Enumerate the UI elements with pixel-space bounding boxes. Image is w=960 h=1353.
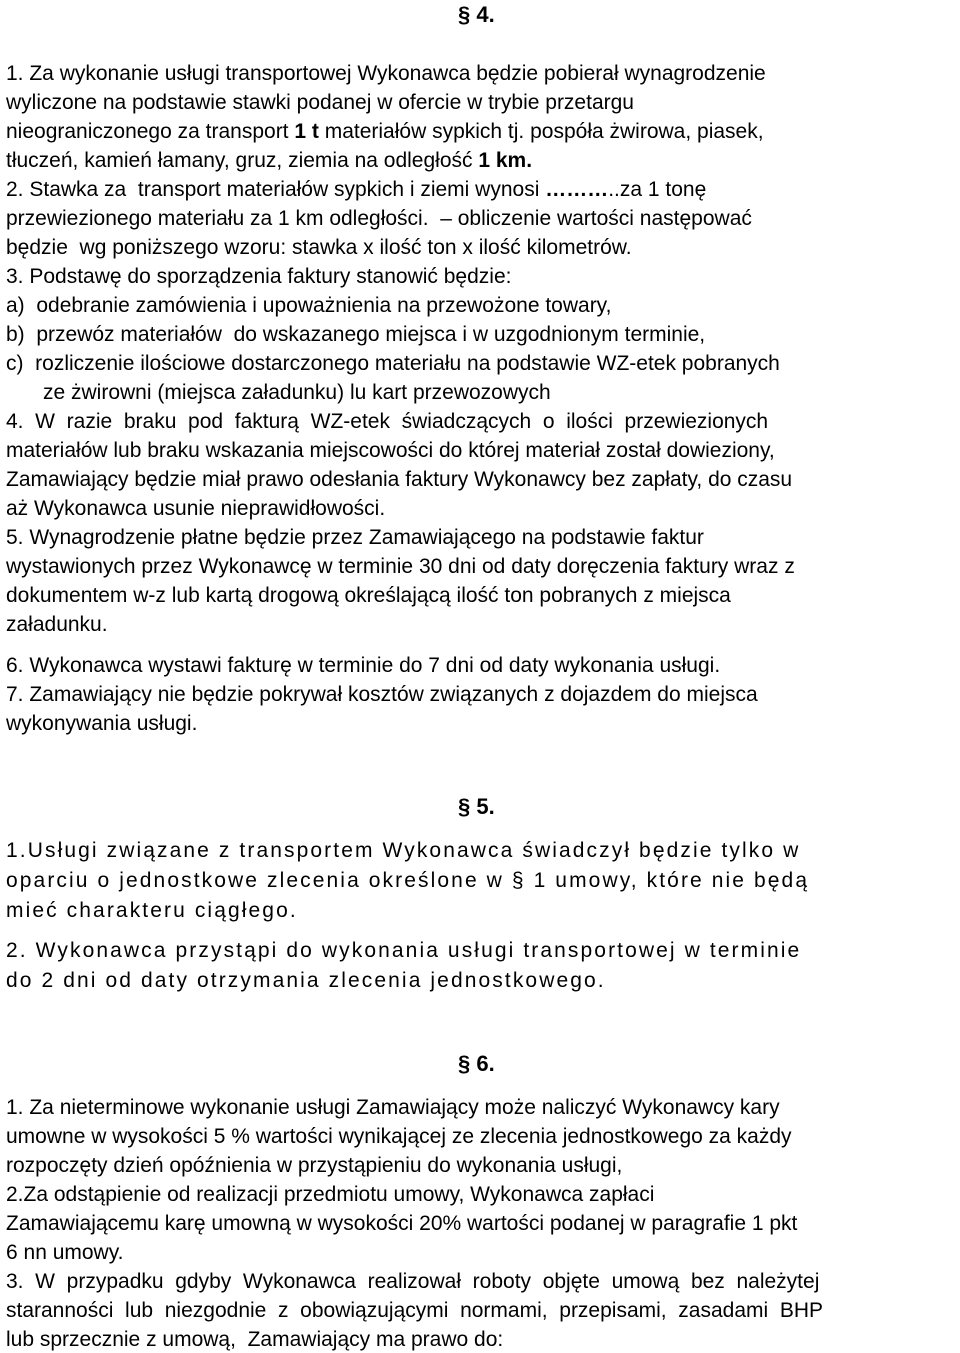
s4-p3-item-c-line2: ze żwirowni (miejsca załadunku) lu kart przewozowych — [43, 381, 551, 404]
s6-p3-line1: 3. W przypadku gdyby Wykonawca realizował roboty objęte umową bez należytej — [6, 1270, 820, 1293]
s4-p3-item-c-line1: c) rozliczenie ilościowe dostarczonego materiału na podstawie WZ-etek pobranych — [6, 352, 780, 375]
s4-p5-line4: załadunku. — [6, 613, 108, 636]
s4-p1-line2: wyliczone na podstawie stawki podanej w ofercie w trybie przetargu — [6, 91, 634, 114]
s4-p4-line1: 4. W razie braku pod fakturą WZ-etek świadczących o ilości przewiezionych — [6, 410, 769, 433]
section-6-heading: § 6. — [458, 1051, 495, 1076]
s5-p1-line2: oparciu o jednostkowe zlecenia określone w § 1 umowy, które nie będą — [6, 869, 810, 892]
s4-p2-line1: 2. Stawka za transport materiałów sypkich i ziemi wynosi ………..za 1 tonę — [6, 178, 707, 201]
s4-p1-line3: nieograniczonego za transport 1 t materiałów sypkich tj. pospóła żwirowa, piasek, — [6, 120, 764, 143]
s6-p3-line2: staranności lub niezgodnie z obowiązującymi normami, przepisami, zasadami BHP — [6, 1299, 824, 1322]
section-5-heading: § 5. — [458, 794, 495, 819]
s6-p1-line2: umowne w wysokości 5 % wartości wynikającej ze zlecenia jednostkowego za każdy — [6, 1125, 792, 1148]
s4-p3-intro: 3. Podstawę do sporządzenia faktury stanowić będzie: — [6, 265, 512, 288]
s6-p2-line2: Zamawiającemu karę umowną w wysokości 20% wartości podanej w paragrafie 1 pkt — [6, 1212, 798, 1235]
s4-p2-line3: będzie wg poniższego wzoru: stawka x ilość ton x ilość kilometrów. — [6, 236, 632, 259]
s6-p2-line3: 6 nn umowy. — [6, 1241, 124, 1264]
s4-p6: 6. Wykonawca wystawi fakturę w terminie do 7 dni od daty wykonania usługi. — [6, 654, 721, 677]
s6-p3-line3: lub sprzecznie z umową, Zamawiający ma prawo do: — [6, 1328, 504, 1351]
s6-p1-line3: rozpoczęty dzień opóźnienia w przystąpieniu do wykonania usługi, — [6, 1154, 623, 1177]
s5-p2-line1: 2. Wykonawca przystąpi do wykonania usługi transportowej w terminie — [6, 939, 802, 962]
s4-p4-line2: materiałów lub braku wskazania miejscowości do której materiał został dowieziony, — [6, 439, 775, 462]
s4-p3-item-a: a) odebranie zamówienia i upoważnienia na przewożone towary, — [6, 294, 612, 317]
s4-p4-line3: Zamawiający będzie miał prawo odesłania faktury Wykonawcy bez zapłaty, do czasu — [6, 468, 793, 491]
s4-p7-line2: wykonywania usługi. — [6, 712, 198, 735]
s4-p2-line2: przewiezionego materiału za 1 km odległości. – obliczenie wartości następować — [6, 207, 752, 230]
s4-p5-line1: 5. Wynagrodzenie płatne będzie przez Zamawiającego na podstawie faktur — [6, 526, 704, 549]
s4-p1-line4: tłuczeń, kamień łamany, gruz, ziemia na odległość 1 km. — [6, 149, 533, 172]
s5-p1-line3: mieć charakteru ciągłego. — [6, 899, 298, 922]
s4-p5-line2: wystawionych przez Wykonawcę w terminie 30 dni od daty doręczenia faktury wraz z — [6, 555, 795, 578]
s6-p1-line1: 1. Za nieterminowe wykonanie usługi Zamawiający może naliczyć Wykonawcy kary — [6, 1096, 780, 1119]
s4-p5-line3: dokumentem w-z lub kartą drogową określającą ilość ton pobranych z miejsca — [6, 584, 731, 607]
s4-p1-line1: 1. Za wykonanie usługi transportowej Wykonawca będzie pobierał wynagrodzenie — [6, 62, 766, 85]
s4-p7-line1: 7. Zamawiający nie będzie pokrywał kosztów związanych z dojazdem do miejsca — [6, 683, 758, 706]
s5-p1-line1: 1.Usługi związane z transportem Wykonawca świadczył będzie tylko w — [6, 839, 801, 862]
s4-p4-line4: aż Wykonawca usunie nieprawidłowości. — [6, 497, 386, 520]
s6-p2-line1: 2.Za odstąpienie od realizacji przedmiotu umowy, Wykonawca zapłaci — [6, 1183, 655, 1206]
s5-p2-line2: do 2 dni od daty otrzymania zlecenia jednostkowego. — [6, 969, 606, 992]
section-4-heading: § 4. — [458, 2, 495, 27]
s4-p3-item-b: b) przewóz materiałów do wskazanego miejsca i w uzgodnionym terminie, — [6, 323, 706, 346]
